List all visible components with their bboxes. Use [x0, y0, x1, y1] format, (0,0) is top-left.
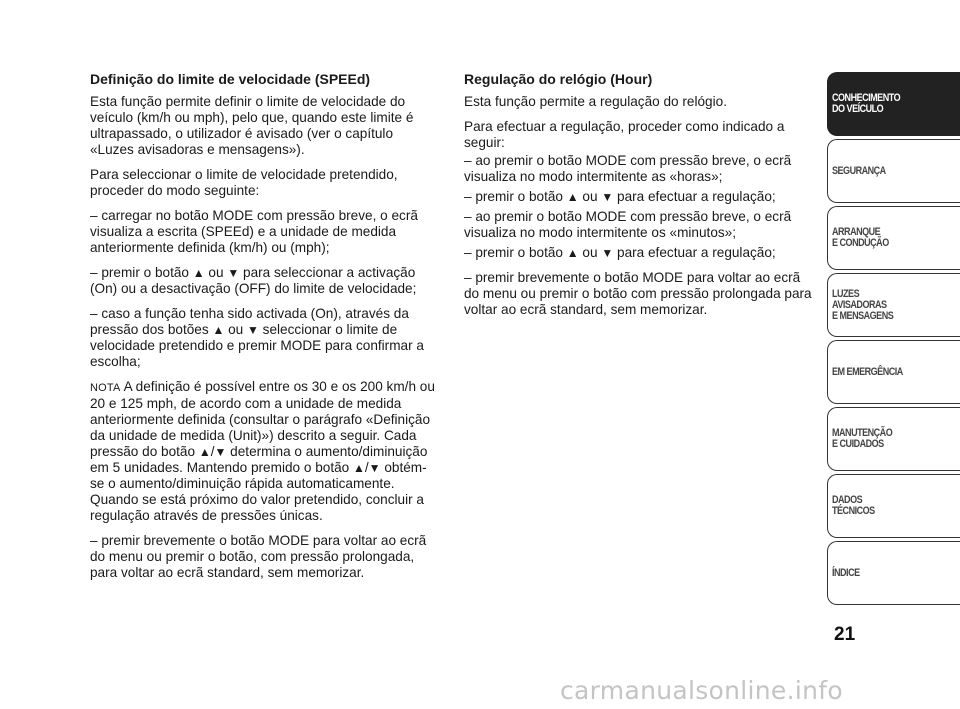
tab-em-emergencia[interactable]	[827, 340, 960, 404]
down-triangle-icon: ▼	[214, 445, 227, 459]
tab-label: DADOS TÉCNICOS	[832, 494, 875, 517]
paragraph: Esta função permite a regulação do relógio.	[464, 94, 727, 109]
paragraph: Para seleccionar o limite de velocidade pretendido, proceder do modo seguinte:	[90, 167, 398, 198]
page-number: 21	[834, 624, 856, 645]
up-triangle-icon: ▲	[212, 323, 225, 337]
down-triangle-icon: ▼	[601, 246, 614, 260]
paragraph: Para efectuar a regulação, proceder como indicado a seguir:	[464, 119, 785, 150]
clock-heading: Regulação do relógio (Hour)	[464, 71, 653, 87]
up-triangle-icon: ▲	[566, 190, 579, 204]
up-triangle-icon: ▲	[353, 461, 365, 475]
up-triangle-icon: ▲	[192, 266, 205, 280]
note-label: NOTA	[90, 382, 121, 394]
note-paragraph: NOTA A definição é possível entre os 30 e os 200 km/h ou 20 e 125 mph, de acordo com a unidade de medida anteriormente definida (consultar o parágrafo «Definição da unidade de medida (Unit)») descrito a seguir. Cada pressão do botão ▲/▼ determina o aumento/diminuição em 5 unidades. Mantendo premido o botão ▲/▼ obtém-se o aumento/diminuição rápida automaticamente. Quando se está próximo do valor pretendido, concluir a regulação através de pressões únicas.	[90, 379, 435, 523]
tab-label: CONHECIMENTO DO VEÍCULO	[832, 92, 901, 115]
chapter-tabs	[827, 72, 960, 608]
paragraph: – premir o botão ▲ ou ▼ para efectuar a regulação;	[464, 189, 776, 204]
paragraph: – ao premir o botão MODE com pressão breve, o ecrã visualiza no modo intermitente os «minutos»;	[464, 209, 792, 240]
tab-label: ÍNDICE	[832, 566, 860, 579]
tab-conhecimento-do-veiculo[interactable]	[827, 72, 960, 136]
tab-label: SEGURANÇA	[832, 164, 886, 177]
paragraph: – premir o botão ▲ ou ▼ para seleccionar a activação (On) ou a desactivação (OFF) do limite de velocidade;	[90, 265, 417, 296]
speed-limit-heading: Definição do limite de velocidade (SPEEd)	[90, 71, 371, 87]
paragraph: – ao premir o botão MODE com pressão breve, o ecrã visualiza no modo intermitente as «horas»;	[464, 153, 792, 184]
paragraph: – premir brevemente o botão MODE para voltar ao ecrã do menu ou premir o botão, com pressão prolongada, para voltar ao ecrã standard, sem memorizar.	[90, 533, 427, 580]
paragraph: – carregar no botão MODE com pressão breve, o ecrã visualiza a escrita (SPEEd) e a unidade de medida anteriormente definida (km/h) ou (mph);	[90, 208, 418, 255]
right-column	[464, 70, 814, 327]
tab-label: MANUTENÇÃO E CUIDADOS	[832, 427, 893, 450]
paragraph: – caso a função tenha sido activada (On), através da pressão dos botões ▲ ou ▼ seleccionar o limite de velocidade pretendido e premir MODE para confirmar a escolha;	[90, 306, 424, 369]
tab-label: EM EMERGÊNCIA	[832, 365, 903, 378]
down-triangle-icon: ▼	[247, 323, 259, 337]
up-triangle-icon: ▲	[198, 445, 211, 459]
tab-indice[interactable]	[827, 541, 960, 605]
paragraph: – premir o botão ▲ ou ▼ para efectuar a regulação;	[464, 245, 776, 260]
down-triangle-icon: ▼	[601, 190, 614, 204]
paragraph: – premir brevemente o botão MODE para voltar ao ecrã do menu ou premir o botão com pressão prolongada para voltar ao ecrã standard, sem memorizar.	[464, 270, 812, 317]
tab-dados-tecnicos[interactable]	[827, 474, 960, 538]
paragraph: Esta função permite definir o limite de velocidade do veículo (km/h ou mph), pelo que, quando este limite é ultrapassado, o utilizador é avisado (ver o capítulo «Luzes avisadoras e mensagens»).	[90, 94, 414, 157]
down-triangle-icon: ▼	[368, 461, 381, 475]
up-triangle-icon: ▲	[566, 246, 579, 260]
down-triangle-icon: ▼	[227, 266, 240, 280]
tab-seguranca[interactable]	[827, 139, 960, 203]
tab-arranque-e-conducao[interactable]	[827, 206, 960, 270]
left-column	[90, 70, 440, 590]
tab-label: ARRANQUE E CONDUÇÃO	[832, 226, 889, 249]
watermark: carmanualsonline.info	[560, 676, 843, 705]
tab-manutencao-e-cuidados[interactable]	[827, 407, 960, 471]
tab-label: LUZES AVISADORAS E MENSAGENS	[832, 287, 894, 322]
tab-luzes-avisadoras[interactable]	[827, 273, 960, 337]
